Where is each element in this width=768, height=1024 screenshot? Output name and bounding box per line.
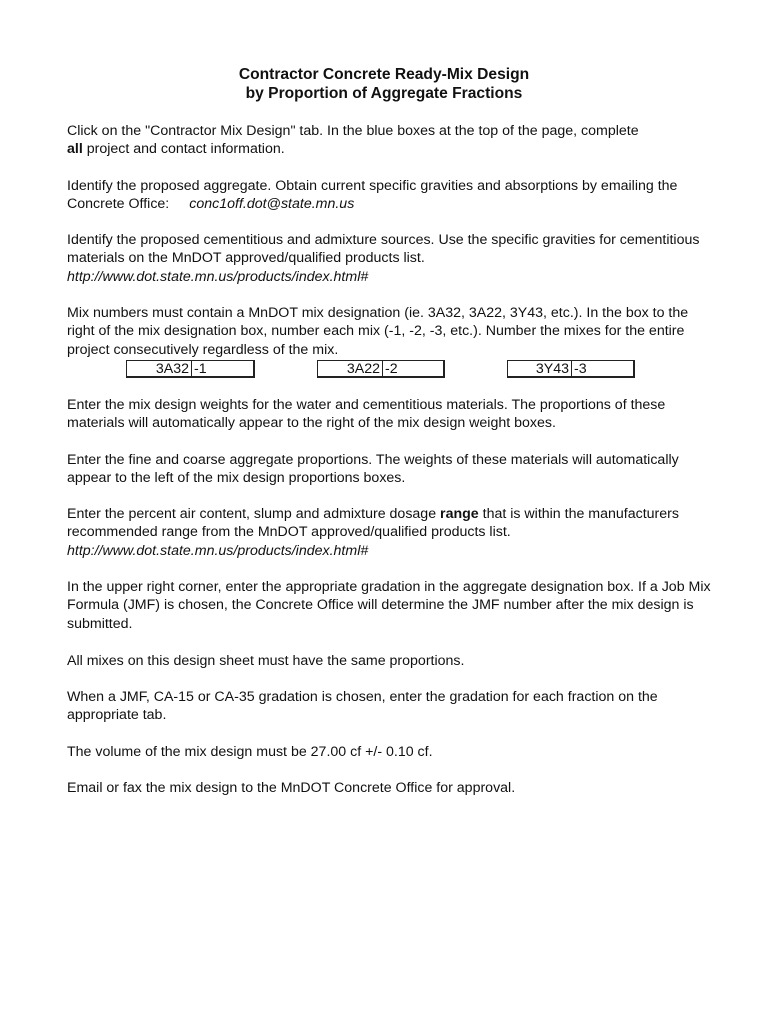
paragraph-text: Mix numbers must contain a MnDOT mix designation (ie. 3A32, 3A22, 3Y43, etc.). In the box to the right of the mix designation box, number each mix (-1, -2, -3, etc.). Number the mixes for the entire project consecutively regardless of the mix. — [67, 305, 689, 358]
paragraph-jmf-gradation — [67, 688, 717, 725]
paragraph-text: Email or fax the mix design to the MnDOT Concrete Office for approval. — [67, 780, 516, 796]
emphasis-range: range — [440, 506, 479, 522]
paragraph-text: Identify the proposed cementitious and admixture sources. Use the specific gravities for cementitious materials on the MnDOT approved/qualified products list. — [67, 232, 700, 267]
paragraph-gradation — [67, 578, 717, 633]
paragraph-text: Identify the proposed aggregate. Obtain current specific gravities and absorptions by emailing the Concrete Office: — [67, 178, 678, 213]
mix-designation: 3A32 — [127, 361, 192, 376]
mix-number: -3 — [574, 360, 587, 377]
mix-number: -2 — [385, 360, 398, 377]
paragraph-submit — [67, 779, 717, 797]
products-list-link[interactable]: http://www.dot.state.mn.us/products/index.html# — [67, 542, 369, 559]
document-title — [0, 66, 768, 103]
paragraph-same-proportions — [67, 652, 717, 670]
paragraph-text: Enter the percent air content, slump and admixture dosage — [67, 506, 441, 522]
paragraph-volume — [67, 743, 717, 761]
paragraph-mix-design-tab — [67, 122, 717, 159]
mix-designation: 3A22 — [318, 361, 383, 376]
paragraph-text: Enter the mix design weights for the water and cementitious materials. The proportions of these materials will automatically appear to the right of the mix design weight boxes. — [67, 397, 666, 432]
paragraph-weights — [67, 396, 717, 433]
paragraph-text: In the upper right corner, enter the appropriate gradation in the aggregate designation box. If a Job Mix Formula (JMF) is chosen, the Concrete Office will determine the JMF number after the mix design is submitted. — [67, 579, 711, 632]
title-line-2: by Proportion of Aggregate Fractions — [245, 84, 523, 102]
paragraph-text: Enter the fine and coarse aggregate proportions. The weights of these materials will automatically appear to the left of the mix design proportions boxes. — [67, 452, 679, 487]
products-list-link[interactable]: http://www.dot.state.mn.us/products/index.html# — [67, 268, 369, 285]
mix-example-box-1 — [126, 360, 255, 378]
mix-example-box-2 — [317, 360, 445, 378]
paragraph-air-content — [67, 505, 717, 560]
email-link[interactable]: conc1off.dot@state.mn.us — [189, 196, 355, 213]
paragraph-text: When a JMF, CA-15 or CA-35 gradation is chosen, enter the gradation for each fraction on the appropriate tab. — [67, 689, 658, 724]
paragraph-text: that is within the manufacturers recommended range from the MnDOT approved/qualified products list. — [67, 506, 679, 541]
title-line-1: Contractor Concrete Ready-Mix Design — [238, 66, 530, 83]
emphasis-all: all — [67, 141, 83, 158]
paragraph-cementitious — [67, 231, 717, 286]
paragraph-text: All mixes on this design sheet must have the same proportions. — [67, 653, 465, 669]
paragraph-aggregate-proportions — [67, 451, 717, 488]
mix-example-box-3 — [507, 360, 635, 378]
paragraph-text: project and contact information. — [82, 141, 285, 158]
mix-designation: 3Y43 — [508, 361, 572, 376]
mix-number: -1 — [194, 360, 207, 377]
paragraph-text: Click on the "Contractor Mix Design" tab. In the blue boxes at the top of the page, complete — [67, 123, 639, 139]
paragraph-mix-numbers — [67, 304, 717, 359]
paragraph-aggregate — [67, 177, 717, 214]
paragraph-text: The volume of the mix design must be 27.00 cf +/- 0.10 cf. — [67, 744, 433, 760]
